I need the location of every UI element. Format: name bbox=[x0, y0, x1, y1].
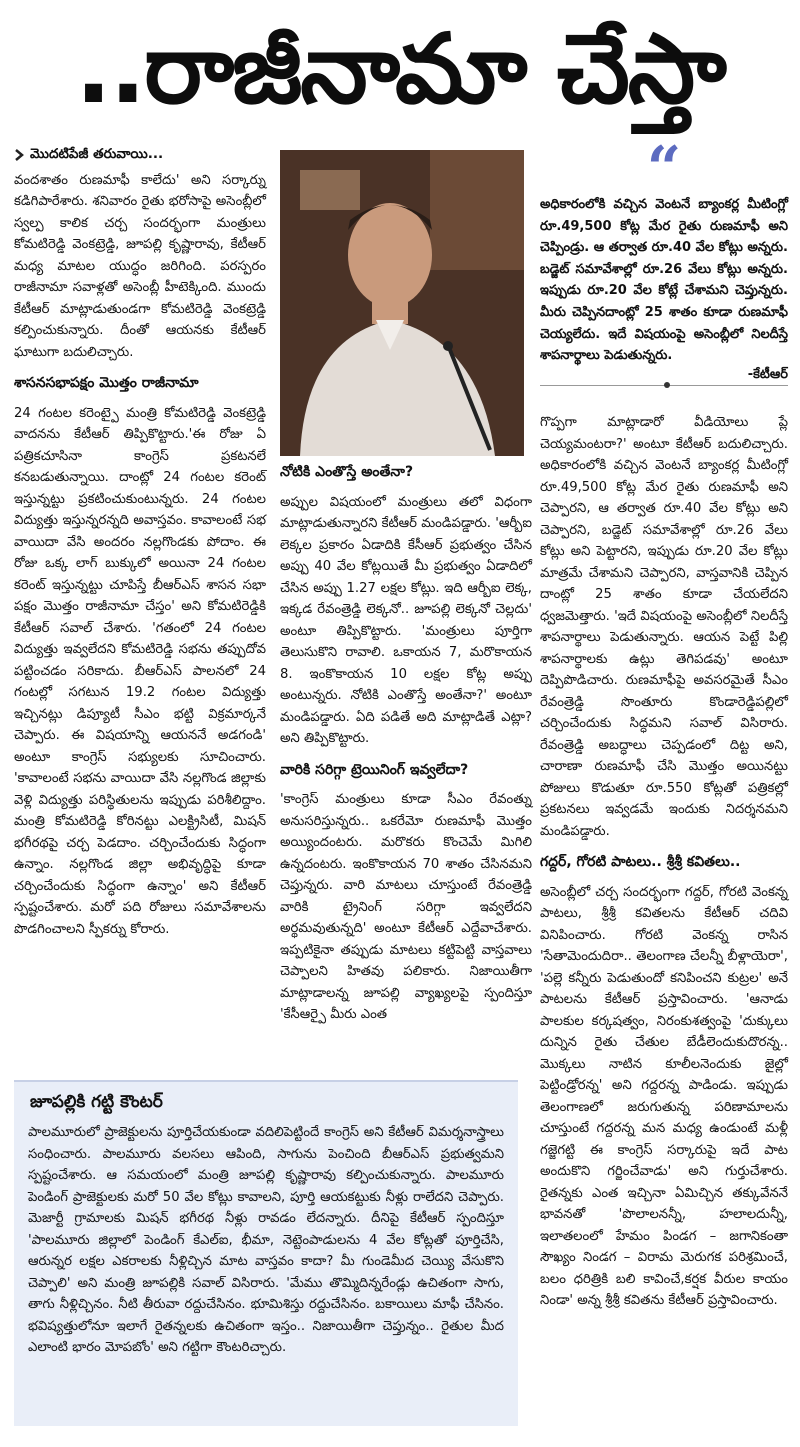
quote-attribution: -కేటీఆర్ bbox=[747, 366, 788, 382]
ktr-photo-illustration bbox=[280, 150, 524, 456]
quote-text: అధికారంలోకి వచ్చిన వెంటనే బ్యాంకర్ల మీటింగ్లో రూ.49,500 కోట్ల మేర రైతు రుణమాఫీ అని చెప్పిండ్రు. ఆ తర్వాత రూ.40 వేల కోట్లు అన్నరు. బడ్జెట్ సమావేశాల్లో రూ.26 వేలు కోట్లు అన్నరు. ఇప్పుడు రూ.20 వేల కోట్లే చేశామని చెప్తున్నరు. మీరు చెప్పినదాంట్లో 25 శాతం కూడా రుణమాఫీ చెయ్యలేదు. ఇదే విషయంపై అసెంబ్లీలో నిలదీస్తే శాపనార్థాలు పెడుతున్నరు. bbox=[540, 197, 788, 364]
chevron-right-icon bbox=[14, 149, 24, 161]
column-3-subhead: గద్దర్, గోరటి పాటలు.. శ్రీశ్రీ కవితలు.. bbox=[540, 854, 741, 870]
continued-label-text: మొదటిపేజీ తరువాయి... bbox=[30, 146, 164, 162]
column-2 bbox=[280, 462, 532, 1026]
column-3-paragraph-1: గొప్పగా మాట్లాడారో వీడియోలు ప్లే చెయ్యమంటరా?' అంటూ కేటీఆర్ బదులిచ్చారు. అధికారంలోకి వచ్చిన వెంటనే బ్యాంకర్ల మీటింగ్లో రూ.49,500 కోట్ల మేర రైతు రుణమాఫీ అని చెప్పారని, ఆ తర్వాత రూ.40 వేల కోట్లు అని చెప్పారని, బడ్జెట్ సమావేశాల్లో రూ.26 వేలు కోట్లు అని పెట్టారని, ఇప్పుడు రూ.20 వేల కోట్లు మాత్రమే చేశామని చెప్పారని, వాస్తవానికి చెప్పిన దాంట్లో 25 శాతం కూడా చేయలేదని ధ్వజమెత్తారు. 'ఇదే విషయంపై అసెంబ్లీలో నిలదీస్తే శాపనార్థాలు పెడుతున్నారు. ఆయన పెట్టే పిల్లి శాపనార్థాలకు ఉట్లు తెగిపడవు' అంటూ దెప్పిపొడిచారు. రుణమాఫీపై అవసరమైతే సీఎం రేవంత్రెడ్డి సొంతూరు కొండారెడ్డిపల్లిలో చర్చించేందుకు సిద్ధమని సవాల్ విసిరారు. రేవంత్రెడ్డి అబద్ధాలు చెప్పడంలో దిట్ట అని, చారాణా రుణమాఫీ చేసి మొత్తం అయినట్టు పోజులు కొడుతూ రూ.550 కోట్లతో పత్రికల్లో ప్రకటనలు ఇవ్వడమే ఇందుకు నిదర్శనమని మండిపడ్డారు. bbox=[540, 415, 788, 839]
quote-mark-icon: “ bbox=[646, 134, 682, 204]
continued-label bbox=[14, 144, 266, 166]
column-1-paragraph-1: వందశాతం రుణమాఫీ కాలేదు' అని సర్కార్ను కడిగిపారేశారు. శనివారం రైతు భరోసాపై అసెంబ్లీలో స్వల్ప కాలిక చర్చ సందర్భంగా మంత్రులు కోమటిరెడ్డి వెంకట్రెడ్డి, జూపల్లి కృష్ణారావు, కేటీఆర్ మధ్య మాటల యుద్ధం జరిగింది. పరస్పరం రాజీనామా సవాళ్లతో అసెంబ్లీ హీటెక్కింది. ముందు కేటీఆర్ మాట్లాడుతుండగా కోమటిరెడ్డి వెంకట్రెడ్డి కల్పించుకున్నారు. దీంతో ఆయనకు కేటీఆర్ ఘాటుగా బదులిచ్చారు. bbox=[14, 172, 266, 360]
sidebar-box-title: జూపల్లికి గట్టి కౌంటర్ bbox=[30, 1092, 163, 1112]
column-3-paragraph-2: అసెంబ్లీలో చర్చ సందర్భంగా గద్దర్, గోరటి వెంకన్న పాటలు, శ్రీశ్రీ కవితలను కేటీఆర్ చదివి వినిపించారు. గోరటి వెంకన్న రాసిన 'సేతామెందుదిరా.. తెలంగాణ చేలన్నీ బీళ్లాయెరా', 'పల్లె కన్నీరు పెడుతుందో కనిపించని కుట్రల' అనే పాటలను కేటీఆర్ ప్రస్తావించారు. 'ఆనాడు పాలకుల కర్కషత్వం, నిరంకుశత్వంపై 'దుక్కులు దున్నిన రైతు చేతుల బేడీలెందుకుదొరన్న.. మొక్కలు నాటిన కూలీలనెందుకు జైల్లో పెట్టిండ్రోరన్న' అని గద్దరన్న పాడిండు. ఇప్పుడు తెలంగాణలో జరుగుతున్న పరిణామాలను చూస్తుంటే గద్దరన్న మన మధ్య ఉండుంటే మళ్లీ గజ్జెగట్టి ఈ కాంగ్రెస్ సర్కారుపై ఇదే పాట అందుకొని గర్జించేవాడు' అని గుర్తుచేశారు. రైతన్నకు ఎంత ఇచ్చినా ఏమిచ్చిన తక్కువేననే భావనతో 'పొలాలనన్నీ, హలాలదున్నీ, ఇలాతలంలో హేమం పిండగ – జగానికంతా సౌఖ్యం నిండగ – విరామ మెరుగక పరిశ్రమించే, బలం ధరిత్రికి బలి కావించే,కర్షక వీరుల కాయం నిండా' అన్న శ్రీశ్రీ కవితను కేటీఆర్ ప్రస్తావించారు. bbox=[540, 884, 788, 1308]
column-1-subhead: శాసనసభాపక్షం మొత్తం రాజీనామా bbox=[14, 375, 199, 391]
column-2-subhead-1: నోటికి ఎంతొస్తే అంతేనా? bbox=[280, 464, 414, 480]
sidebar-box-text: పాలమూరులో ప్రాజెక్టులను పూర్తిచేయకుండా వదిలిపెట్టిందే కాంగ్రెస్ అని కేటీఆర్ విమర్శనాస్త్రాలు సంధించారు. పాలమూరు వలసలు ఆపింది, సాగును పెంచింది బీఆర్ఎస్ ప్రభుత్వమని స్పష్టంచేశారు. ఆ సమయంలో మంత్రి జూపల్లి కృష్ణారావు కల్పించుకున్నారు. పాలమూరు పెండింగ్ ప్రాజెక్టులకు మరో 50 వేల కోట్లు కావాలని, పూర్తి ఆయకట్టుకు నీళ్లు రాలేదని చెప్పారు. మెజార్టీ గ్రామాలకు మిషన్ భగీరథ నీళ్లు రావడం లేదన్నారు. దీనిపై కేటీఆర్ స్పందిస్తూ 'పాలమూరు జిల్లాలో పెండింగ్ కేఎల్ఐ, భీమా, నెట్టెంపాడులను 4 వేల కోట్లతో పూర్తిచేసి, ఆరున్నర లక్షల ఎకరాలకు నీళ్లిచ్చిన మాట వాస్తవం కాదా? మీ గుండెమీద చెయ్యి వేసుకొని చెప్పాలి' అని మంత్రి జూపల్లికి సవాల్ విసిరారు. 'మేము తొమ్మిదిన్నరేండ్లు ఉచితంగా సాగు, తాగు నీళ్లిచ్చినం. నీటి తీరువా రద్దుచేసినం. భూమిశిస్తు రద్దుచేసినం. బకాయిలు మాఫీ చేసినం. భవిష్యత్తులోనూ ఇలాగే రైతన్నలకు ఉచితంగా ఇస్తం.. నిజాయితీగా చెప్తున్నం.. రైతుల మీద ఎలాంటి భారం మోపబోం' అని గట్టిగా కౌంటరిచ్చారు. bbox=[28, 1125, 504, 1355]
column-2-subhead-2: వారికి సరిగ్గా ట్రెయినింగ్ ఇవ్వలేదా? bbox=[280, 761, 469, 778]
pull-quote bbox=[540, 134, 788, 390]
column-2-paragraph-1: అప్పుల విషయంలో మంత్రులు తలో విధంగా మాట్లాడుతున్నారని కేటీఆర్ మండిపడ్డారు. 'ఆర్బీఐ లెక్కల ప్రకారం ఏడాదికి కేసీఆర్ ప్రభుత్వం చేసిన అప్పు 40 వేల కోట్లయితే మీ ప్రభుత్వం ఏడాదిలో చేసిన అప్పు 1.27 లక్షల కోట్లు. ఇది ఆర్బీఐ లెక్క, ఇక్కడ రేవంత్రెడ్డి లెక్కనో.. జూపల్లి లెక్కనో చెల్లదు' అంటూ తిప్పికొట్టారు. 'మంత్రులు పూర్తిగా తెలుసుకొని రావాలి. ఒకాయన 7, మరొకాయన 8. ఇంకొకాయన 10 లక్షల కోట్ల అప్పు అంటున్నరు. నోటికి ఎంతొస్తే అంతేనా?' అంటూ మండిపడ్డారు. ఏది పడితే అది మాట్లాడితే ఎట్లా? అని తిప్పికొట్టారు. bbox=[280, 494, 532, 746]
column-1 bbox=[14, 144, 266, 940]
column-3 bbox=[540, 412, 788, 1312]
column-1-paragraph-2: 24 గంటల కరెంట్పై మంత్రి కోమటిరెడ్డి వెంకట్రెడ్డి వాదనను కేటీఆర్ తిప్పికొట్టారు.'ఈ రోజు ఏ పత్రికచూసినా కాంగ్రెస్ ప్రకటనలే కనబడుతున్నాయి. దాంట్లో 24 గంటల కరెంట్ ఇస్తున్నట్టు ప్రకటించుకుంటున్నరు. 24 గంటల విద్యుత్తు ఇస్తున్నరన్నది అవాస్తవం. కావాలంటే సభ వాయిదా వేసి అందరం నల్లగొండకు పోదాం. ఈ రోజు ఒక్క లాగ్ బుక్కులో అయినా 24 గంటల కరెంట్ ఇస్తున్నట్టు చూపిస్తే బీఆర్ఎస్ శాసన సభా పక్షం మొత్తం రాజీనామా చేస్తం' అని కోమటిరెడ్డికి కేటీఆర్ సవాల్ చేశారు. 'గతంలో 24 గంటల విద్యుత్తు ఇవ్వలేదని కోమటిరెడ్డి సభను తప్పుదోవ పట్టించడం సరికాదు. బీఆర్ఎస్ పాలనలో 24 గంటల్లో సగటున 19.2 గంటల విద్యుత్తు ఇచ్చినట్లు డిప్యూటీ సీఎం భట్టి విక్రమార్కనే చెప్పారు. ఈ విషయాన్ని ఆయననే అడగండి' అంటూ కాంగ్రెస్ సభ్యులకు సూచించారు. 'కావాలంటే సభను వాయిదా వేసి నల్లగొండ జిల్లాకు వెళ్లి విద్యుత్తు పరిస్థితులను ఇప్పుడు పరిశీలిద్దాం. మంత్రి కోమటిరెడ్డి కోరినట్టు ఎలక్ట్రిసిటీ, మిషన్ భగీరథపై చర్చ పెడదాం. చర్చించేందుకు సిద్ధంగా ఉన్నాం. నల్లగొండ జిల్లా అభివృద్ధిపై కూడా చర్చించేందుకు సిద్ధంగా ఉన్నాం' అని కేటీఆర్ స్పష్టంచేశారు. మరో పది రోజులు సమావేశాలను పొడగించాలని స్పీకర్ను కోరారు. bbox=[14, 405, 266, 937]
sidebar-box bbox=[14, 1080, 518, 1426]
ktr-photo bbox=[280, 150, 524, 456]
headline: ..రాజీనామా చేస్తా bbox=[75, 13, 725, 125]
quote-divider bbox=[540, 385, 788, 386]
column-2-paragraph-2: 'కాంగ్రెస్ మంత్రులు కూడా సీఎం రేవంత్ను అనుసరిస్తున్నరు.. ఒకరేమో రుణమాఫీ మొత్తం అయ్యిందంటరు. మరొకరు కొంచెమే మిగిలి ఉన్నదంటరు. ఇంకొకాయన 70 శాతం చేసినమని చెప్తున్నరు. వారి మాటలు చూస్తుంటే రేవంత్రెడ్డి వారికి ట్రైనింగ్ సరిగ్గా ఇవ్వలేదని అర్థమవుతున్నది' అంటూ కేటీఆర్ ఎద్దేవాచేశారు. ఇప్పటికైనా తప్పుడు మాటలు కట్టిపెట్టి వాస్తవాలు చెప్పాలని హితవు పలికారు. నిజాయితీగా మాట్లాడాలన్న జూపల్లి వ్యాఖ్యలపై స్పందిస్తూ 'కేసీఆర్పై మీరు ఎంత bbox=[280, 792, 532, 1022]
